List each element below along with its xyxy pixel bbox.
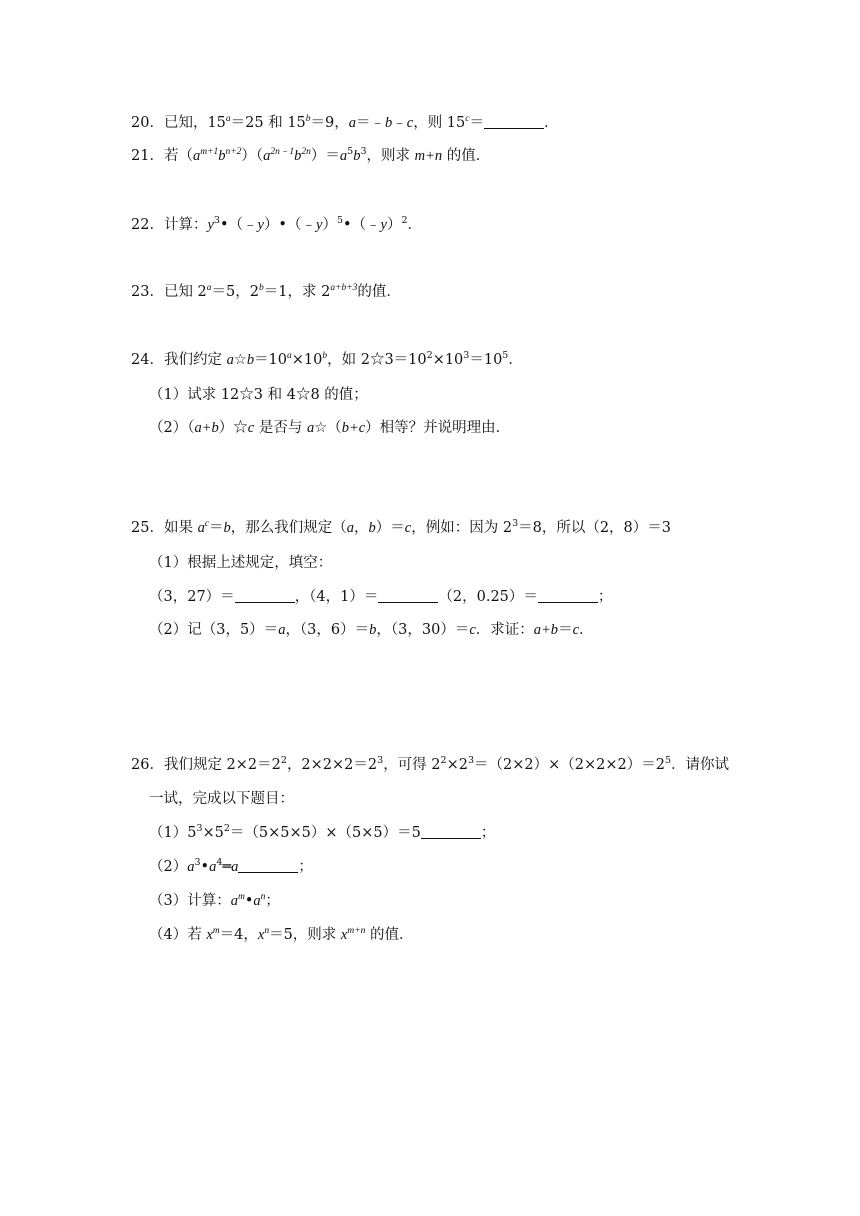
question-25-part-2: （2）记（3，5）＝a，（3，6）＝b，（3，30）＝c．求证：a+b＝c． [149,622,594,638]
question-24-part-1: （1）试求 12☆3 和 4☆8 的值； [149,387,368,403]
answer-blank[interactable] [238,858,298,873]
question-number: 25． [131,520,164,536]
question-26-part-1: $(1)5^3\times 5^2=(5\times 5\times 5)\times(5\times 5)=5$ ； [149,823,496,841]
question-21: 21．若$(a^{m+1}b^{n+2})(a^{2n﹣1}b^{2n})=a^5b^3$，则求 m+n 的值． [131,146,491,164]
question-number: 22． [131,217,164,233]
question-26-part-3: （3）计算：$a^m•a^n$； [149,892,280,909]
question-number: 23． [131,284,164,300]
question-25: 25．如果 $a^c=b$，那么我们规定（a，b）＝c，例如：因为 $2^3=8$，所以（2，8）＝3 [131,518,672,536]
question-22: 22．计算：$y^3•(﹣y)•(﹣y)^5•(﹣y)^2$． [131,215,423,233]
question-25-fill-line: （3，27）＝ ，（4，1）＝ （2，0.25）＝ ； [149,589,613,605]
question-23: 23．已知 $2^a=5$，$2^b=1$，求 $2^{a+b+3}$的值． [131,283,401,300]
question-26: 26．我们规定 $2\times 2=2^2$，$2\times 2\times 2=2^3$，可得 $2^2\times 2^3=(2\times 2)\times(2\times 2\times 2)=2^5$．请你试 [131,755,729,773]
question-number: 26． [131,757,164,773]
question-25-part-1: （1）根据上述规定，填空： [149,555,333,571]
question-26-continuation: 一试，完成以下题目： [149,791,294,807]
question-26-part-2: $(2)a^3•a^4═a$ ； [149,857,313,875]
question-24-part-2: （2）（a+b）☆c 是否与 a☆（b+c）相等？并说明理由． [149,420,511,436]
question-20: 20．已知，$15^a=25$ 和 $15^b=9$，a＝﹣b﹣c，则 $15^c=$ ． [131,114,559,131]
question-number: 20． [131,115,164,131]
question-number: 21． [131,148,164,164]
answer-blank-1[interactable] [235,588,295,603]
question-24: 24．我们约定 $a☆b=10^a\times 10^b$，如 $2☆3=10^2\times 10^3=10^5$． [131,350,523,368]
answer-blank-2[interactable] [378,588,438,603]
answer-blank[interactable] [484,114,544,129]
answer-blank[interactable] [421,824,481,839]
question-number: 24． [131,352,164,368]
answer-blank-3[interactable] [538,588,598,603]
question-26-part-4: （4）若 $x^m=4$，$x^n=5$，则求 $x^{m+n}$ 的值． [149,926,414,943]
